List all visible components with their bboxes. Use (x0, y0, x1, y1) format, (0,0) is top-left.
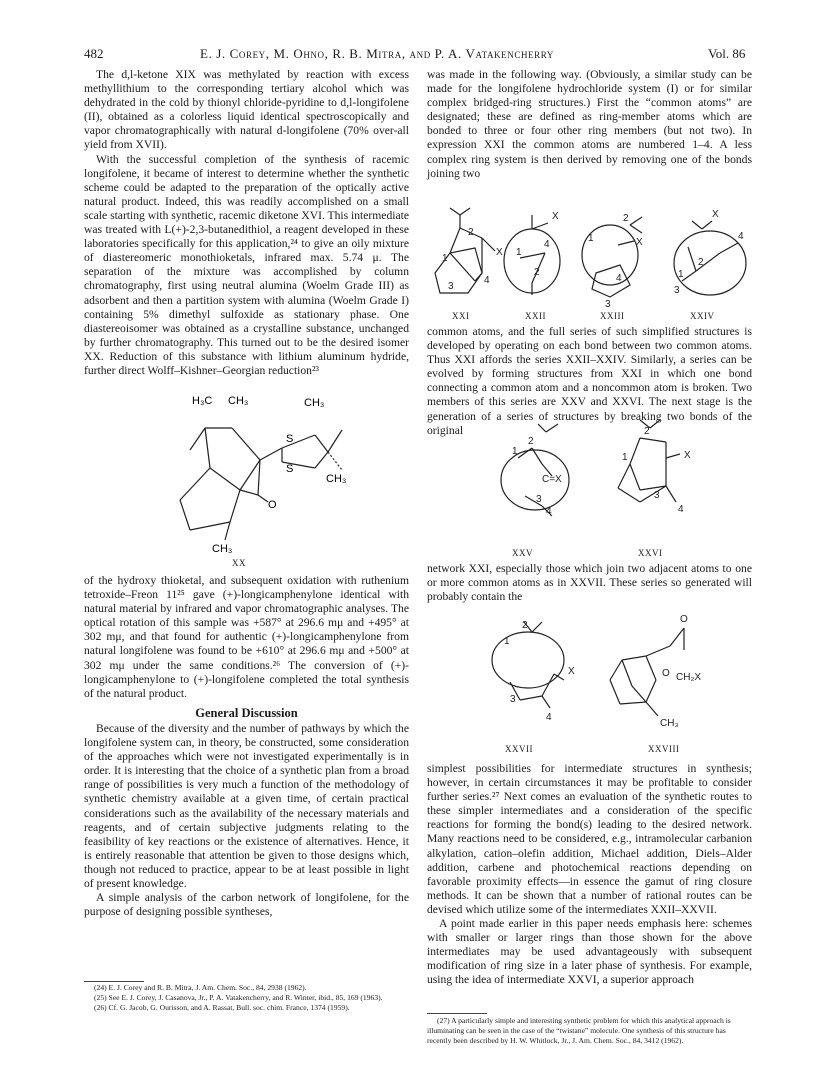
structures-xxi-xxiv (420, 203, 760, 308)
atom-number: 3 (510, 694, 516, 705)
compound-label-xxvi: XXVI (638, 548, 663, 558)
oxygen-label: O (680, 614, 688, 625)
atom-number: 4 (546, 506, 552, 517)
compound-label-xxiii: XXIII (600, 311, 625, 321)
footnotes-left (84, 983, 409, 1013)
atom-x: X (568, 666, 575, 677)
left-column-middle (84, 574, 409, 701)
structures-xxvii-xxviii (470, 610, 730, 740)
atom-x: X (496, 247, 503, 258)
page-number: 482 (84, 46, 104, 61)
compound-label-xxii: XXII (525, 311, 546, 321)
atom-number: 4 (678, 504, 684, 515)
h3c-label: H₃C (192, 395, 213, 407)
ch3-label: CH₃ (304, 397, 325, 409)
footnote: (27) A particularly simple and interesting synthetic problem for which this analytical approach is illuminating can be seen in the case of the “twistane” molecule. One synthesis of this structure has recently been described by H. W. Whitlock, Jr., J. Am. Chem. Soc., 84, 3412 (1962). (427, 1016, 731, 1045)
paragraph: simplest possibilities for intermediate structures in synthesis; however, in certain circumstances it may be profitable to consider further series.²⁷ Next comes an evaluation of the synthetic routes to these simpler intermediates and a consideration of the specific reactions for forming the bond(s) leading to the desired network. Many reactions need to be considered, e.g., intramolecular carbanion alkylation, cation–olefin addition, Michael addition, Diels–Alder addition, carbene and photochemical reactions depending on favorable proximity effects—in essence the gamut of ring closure methods. It can be shown that a number of rational routes can be devised which utilize some of the intermediates XXII–XXVII. (427, 762, 752, 916)
atom-number: 1 (512, 446, 518, 457)
atom-number: 4 (738, 231, 744, 242)
atom-x: X (636, 237, 643, 248)
ch3-label: CH₃ (228, 395, 249, 407)
atom-number: 3 (654, 490, 660, 501)
left-column-top (84, 68, 409, 378)
atom-number: 3 (605, 299, 611, 308)
ch2x-label: CH₂X (676, 672, 701, 683)
paragraph: A point made earlier in this paper needs emphasis here: schemes with smaller or larger rings than those shown for the above intermediates may be used advantageously with subsequent modification of ring size in a later phase of synthesis. For example, using the idea of intermediate XXVI, a superior approach (427, 917, 752, 987)
compound-label-xxv: XXV (512, 548, 533, 558)
sulfur-label: S (286, 433, 294, 445)
atom-number: 4 (616, 273, 622, 284)
oxygen-label: O (268, 499, 277, 511)
ch3-label: CH₃ (326, 473, 347, 485)
paragraph: of the hydroxy thioketal, and subsequent oxidation with ruthenium tetroxide–Freon 11²⁵ gave (+)-longicamphenylone identical with natural material by infrared and vapor chromatographic analyses. The optical rotation of this sample was +587° at 296.6 mμ and +495° at 302 mμ, and that found for authentic (+)-longicamphenylone from natural longifolene was found to be +610° at 296.6 mμ and +500° at 302 mμ under the same conditions.²⁶ The conversion of (+)-longicamphenylone to (+)-longifolene completed the total synthesis of the natural product. (84, 574, 409, 700)
footnote: (26) Cf. G. Jacob, G. Ourisson, and A. Rassat, Bull. soc. chim. France, 1374 (1959). (94, 1003, 350, 1012)
atom-number: 3 (674, 285, 680, 296)
atom-number: 1 (504, 636, 510, 647)
atom-number: 2 (522, 620, 528, 631)
atom-number: 1 (678, 269, 684, 280)
paragraph: was made in the following way. (Obviously, a similar study can be made for the longifolene hydrochloride system (I) or for similar complex bridged-ring structures.) First the “common atoms” are designated; these are defined as ring-member atoms which are bonded to three or four other ring members (but not two). In expression XXI the common atoms are numbered 1–4. A less complex ring system is then derived by removing one of the bonds joining two (427, 68, 752, 180)
atom-x: X (712, 209, 719, 220)
atom-number: 1 (442, 253, 448, 264)
structures-xxv-xxvi (480, 418, 720, 538)
atom-number: 1 (622, 452, 628, 463)
paragraph: The d,l-ketone XIX was methylated by reaction with excess methyllithium to the corresponding tertiary alcohol which was dehydrated in the cold by thionyl chloride-pyridine to d,l-longifolene (II), obtained as a colorless liquid identical spectroscopically and vapor chromatographically with natural d-longifolene (70% over-all yield from XVII). (84, 68, 409, 152)
oxygen-label: O (662, 668, 670, 679)
atom-x: X (684, 450, 691, 461)
running-head-authors: E. J. Corey, M. Ohno, R. B. Mitra, and P. A. Vatakencherry (200, 46, 554, 61)
atom-x: X (552, 211, 559, 222)
paragraph: network XXI, especially those which join two adjacent atoms to one or more common atoms as in XXVII. These series so generated will probably contain the (427, 562, 752, 604)
right-column-top (427, 68, 752, 181)
footnote: (24) E. J. Corey and R. B. Mitra, J. Am. Chem. Soc., 84, 2938 (1962). (94, 983, 307, 992)
right-column-bottom (427, 762, 752, 988)
footnotes-right (427, 1016, 752, 1046)
c-eq-x-label: C=X (542, 474, 562, 485)
atom-number: 4 (546, 712, 552, 723)
sulfur-label: S (286, 463, 294, 475)
compound-label-xx: XX (232, 558, 246, 568)
atom-number: 2 (528, 436, 534, 447)
right-column-3 (427, 562, 752, 604)
atom-number: 2 (644, 426, 650, 437)
atom-number: 3 (536, 494, 542, 505)
atom-number: 2 (698, 257, 704, 268)
footnote: (25) See E. J. Corey, J. Casanova, Jr., P. A. Vatakencherry, and R. Winter, ibid., 85, 169 (1963). (94, 993, 383, 1002)
paragraph: Because of the diversity and the number of pathways by which the longifolene system can, in theory, be constructed, some consideration of the approaches which were not investigated experimentally is in order. It is interesting that the choice of a synthetic plan from a broad range of possibilities is very much a function of the methodology of synthetic chemistry available at a given time, of certain practical considerations such as the availability of the necessary materials and reagents, and of certain subjective judgments relating to the feasibility of key reactions or the existence of alternatives. Hence, it is entirely reasonable that attention be given to those designs which, though not reduced to practice, appear to be at least possible in light of present knowledge. (84, 722, 409, 891)
footnote-rule (427, 1013, 487, 1014)
left-column-bottom (84, 722, 409, 919)
ch3-label: CH₃ (212, 543, 233, 555)
atom-number: 2 (468, 227, 474, 238)
paragraph: common atoms, and the full series of such simplified structures is developed by operating on each bond between two common atoms. Thus XXI affords the series XXII–XXIV. Similarly, a series can be evolved by forming structures from XXI in which one bond connecting a common atom and a noncommon atom is broken. Two members of this series are XXV and XXVI. The next stage is the generation of a series of structures by breaking two bonds of the original (427, 325, 752, 437)
compound-label-xxviii: XXVIII (648, 744, 680, 754)
structure-xx (150, 390, 370, 570)
compound-label-xxvii: XXVII (505, 744, 533, 754)
compound-label-xxiv: XXIV (690, 311, 715, 321)
atom-number: 2 (623, 213, 629, 224)
atom-number: 4 (544, 239, 550, 250)
atom-number: 1 (588, 233, 594, 244)
footnote-rule (84, 981, 144, 982)
volume-label: Vol. 86 (708, 46, 746, 61)
atom-number: 1 (516, 247, 522, 258)
paragraph: A simple analysis of the carbon network of longifolene, for the purpose of designing possible syntheses, (84, 891, 409, 919)
paragraph: With the successful completion of the synthesis of racemic longifolene, it became of interest to determine whether the synthetic scheme could be adapted to the preparation of the optically active natural product. Indeed, this was readily accomplished on a small scale starting with synthetic, racemic diketone XVI. This intermediate was treated with L(+)-2,3-butanedithiol, a reagent developed in these laboratories specifically for this application,²⁴ to give an oily mixture of diastereomeric monothioketals, infrared max. 5.74 μ. The separation of the mixture was accomplished by column chromatography, first using neutral alumina (Woelm Grade III) as adsorbent and then a partition system with alumina (Woelm Grade I) containing 5% dimethyl sulfoxide as stationary phase. One diastereoisomer was obtained as a crystalline substance, unchanged by further chromatography. This turned out to be the desired isomer XX. Reduction of this substance with lithium aluminum hydride, further direct Wolff–Kishner–Georgian reduction²³ (84, 152, 409, 377)
atom-number: 3 (448, 281, 454, 292)
compound-label-xxi: XXI (452, 311, 470, 321)
ch3-label: CH₃ (660, 718, 679, 729)
atom-number: 4 (484, 275, 490, 286)
section-title: General Discussion (195, 706, 298, 720)
atom-number: 2 (534, 267, 540, 278)
